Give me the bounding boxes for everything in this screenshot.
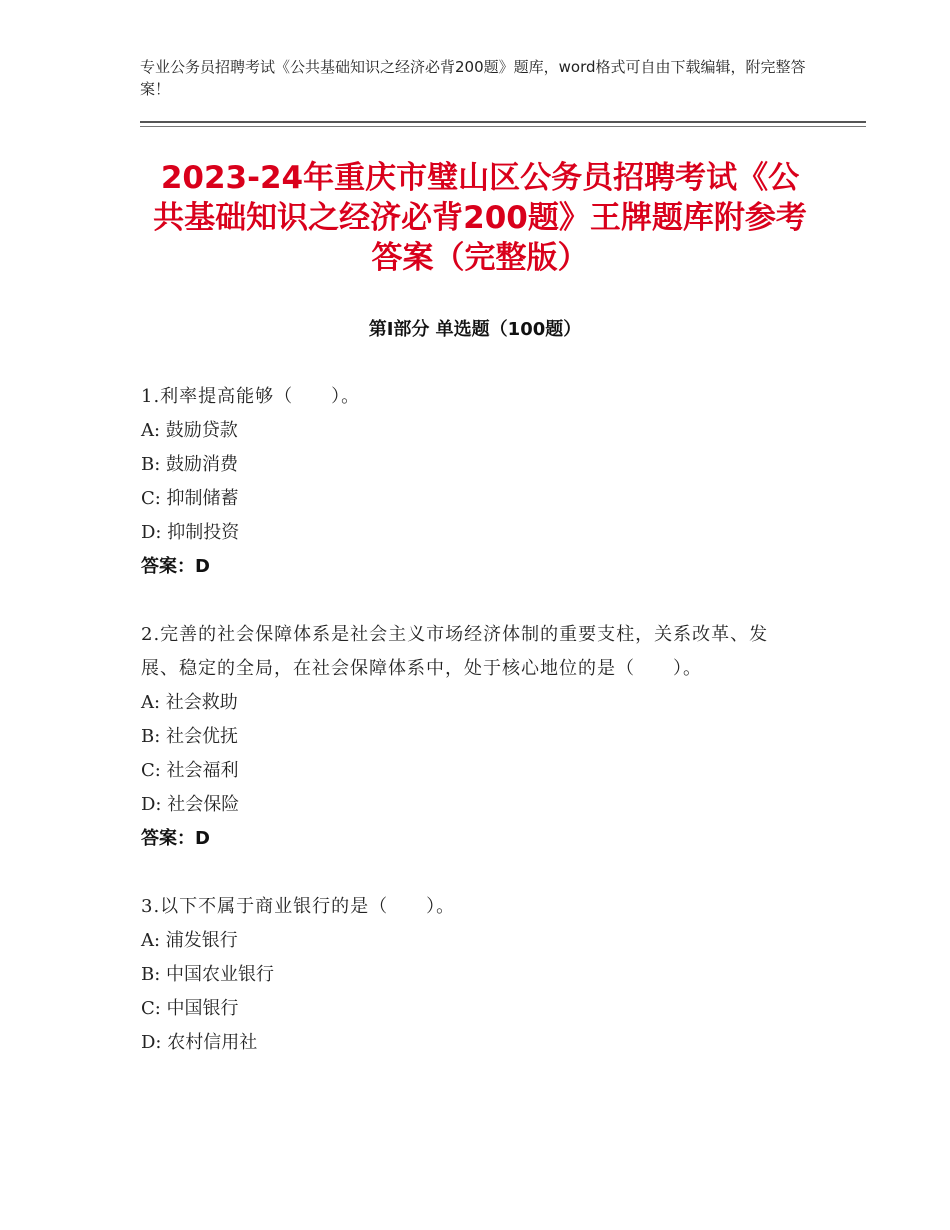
header-divider-thick: [140, 121, 866, 123]
question-stem: 3.以下不属于商业银行的是（ ）。: [141, 896, 456, 917]
option-b: B: 鼓励消费: [141, 454, 239, 475]
question-list: [141, 380, 806, 1094]
question-3: [141, 890, 806, 1060]
option-b: B: 中国农业银行: [141, 964, 275, 985]
header-note: 专业公务员招聘考试《公共基础知识之经济必背200题》题库，word格式可自由下载编辑，附完整答案！: [140, 58, 806, 98]
question-1: [141, 380, 806, 584]
option-a: A: 鼓励贷款: [141, 420, 238, 441]
answer: 答案：D: [141, 556, 210, 577]
header-divider-thin: [140, 126, 866, 127]
option-b: B: 社会优抚: [141, 726, 239, 747]
document-title: 2023-24年重庆市璧山区公务员招聘考试《公共基础知识之经济必背200题》王牌题库附参考答案（完整版）: [153, 160, 807, 276]
question-2: [141, 618, 806, 856]
option-a: A: 浦发银行: [141, 930, 238, 951]
option-d: D: 农村信用社: [141, 1032, 258, 1053]
option-c: C: 抑制储蓄: [141, 488, 239, 509]
question-stem: 1.利率提高能够（ ）。: [141, 386, 361, 407]
option-a: A: 社会救助: [141, 692, 238, 713]
section-title: 第Ⅰ部分 单选题（100题）: [368, 319, 582, 340]
option-c: C: 社会福利: [141, 760, 239, 781]
option-d: D: 社会保险: [141, 794, 240, 815]
question-stem: 2.完善的社会保障体系是社会主义市场经济体制的重要支柱，关系改革、发展、稳定的全局，在社会保障体系中，处于核心地位的是（ ）。: [141, 624, 769, 679]
option-c: C: 中国银行: [141, 998, 239, 1019]
answer: 答案：D: [141, 828, 210, 849]
option-d: D: 抑制投资: [141, 522, 240, 543]
